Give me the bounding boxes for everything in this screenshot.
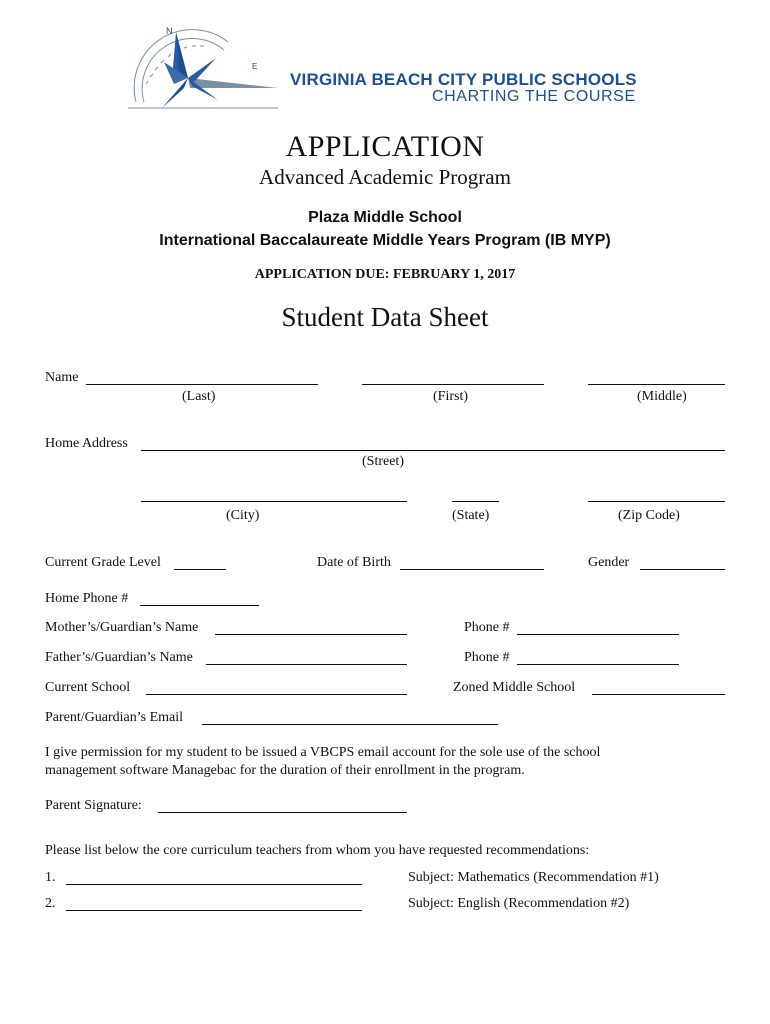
rec1-number: 1. [45,870,56,885]
last-name-field[interactable] [86,384,318,385]
logo [128,22,648,122]
application-due: APPLICATION DUE: FEBRUARY 1, 2017 [254,267,516,282]
zip-field[interactable] [588,501,725,502]
home-phone-label: Home Phone # [45,591,129,606]
grade-field[interactable] [174,569,226,570]
signature-label: Parent Signature: [45,798,142,813]
middle-caption: (Middle) [637,389,687,404]
grade-label: Current Grade Level [45,555,161,570]
compass-n-label: N [166,26,173,36]
gender-label: Gender [588,555,630,570]
page-subtitle: Advanced Academic Program [259,165,511,189]
rec1-subject: Subject: Mathematics (Recommendation #1) [408,870,659,885]
rec2-number: 2. [45,896,56,911]
father-name-label: Father’s/Guardian’s Name [45,650,193,665]
father-phone-label: Phone # [464,650,510,665]
name-label: Name [45,370,79,385]
mother-name-field[interactable] [215,634,407,635]
home-address-label: Home Address [45,436,128,451]
father-name-field[interactable] [206,664,407,665]
current-school-label: Current School [45,680,131,695]
compass-e-label: E [252,62,258,71]
zoned-school-field[interactable] [592,694,725,695]
middle-name-field[interactable] [588,384,725,385]
rec1-teacher-field[interactable] [66,884,362,885]
permission-text-1: I give permission for my student to be issued a VBCPS email account for the sole use of the school [45,745,601,760]
permission-text-2: management software Managebac for the duration of their enrollment in the program. [45,763,525,778]
rec2-teacher-field[interactable] [66,910,362,911]
city-caption: (City) [226,508,260,523]
rec2-subject: Subject: English (Recommendation #2) [408,896,630,911]
email-label: Parent/Guardian’s Email [45,710,184,725]
gender-field[interactable] [640,569,725,570]
current-school-field[interactable] [146,694,407,695]
mother-name-label: Mother’s/Guardian’s Name [45,620,199,635]
mother-phone-label: Phone # [464,620,510,635]
org-name: VIRGINIA BEACH CITY PUBLIC SCHOOLS [290,70,637,89]
first-name-field[interactable] [362,384,544,385]
sheet-title: Student Data Sheet [281,302,489,332]
teachers-intro: Please list below the core curriculum teachers from whom you have requested recommendations: [45,843,590,858]
street-caption: (Street) [362,454,404,469]
last-caption: (Last) [182,389,216,404]
dob-label: Date of Birth [317,555,391,570]
page-title: APPLICATION [285,130,485,163]
state-field[interactable] [452,501,499,502]
dob-field[interactable] [400,569,544,570]
compass-icon [128,22,288,114]
org-tagline: CHARTING THE COURSE [432,88,636,105]
email-field[interactable] [202,724,498,725]
father-phone-field[interactable] [517,664,679,665]
state-caption: (State) [452,508,490,523]
city-field[interactable] [141,501,407,502]
first-caption: (First) [433,389,468,404]
zoned-school-label: Zoned Middle School [453,680,576,695]
mother-phone-field[interactable] [517,634,679,635]
school-name: Plaza Middle School [308,209,462,226]
street-field[interactable] [141,450,725,451]
program-name: International Baccalaureate Middle Years Program (IB MYP) [159,232,611,249]
home-phone-field[interactable] [140,605,259,606]
signature-field[interactable] [158,812,407,813]
zip-caption: (Zip Code) [618,508,680,523]
